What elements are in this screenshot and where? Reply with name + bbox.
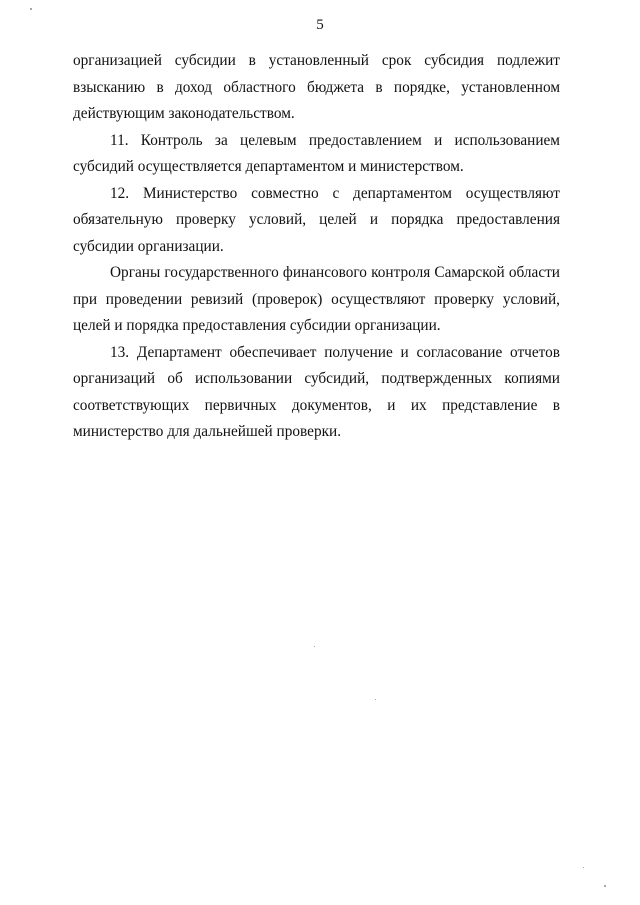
paragraph-financial-control: Органы государственного финансового контроля Самарской области при проведении ревизий (проверок) осуществляют проверку условий, целей и порядка предоставления субсидии организации. [73, 264, 560, 334]
scan-speck [583, 867, 584, 868]
scan-speck [30, 8, 32, 10]
paragraph-clause-12: 12. Министерство совместно с департаментом осуществляют обязательную проверку условий, целей и порядка предоставления субсидии организации. [73, 184, 560, 255]
document-body [73, 48, 560, 446]
page-number: 5 [316, 17, 324, 33]
scan-speck [375, 699, 376, 700]
paragraph-clause-13: 13. Департамент обеспечивает получение и согласование отчетов организаций об использовании субсидий, подтвержденных копиями соответствующих первичных документов, и их представление в министерство для дальнейшей проверки. [73, 343, 560, 440]
paragraph-clause-11: 11. Контроль за целевым предоставлением и использованием субсидий осуществляется департаментом и министерством. [73, 131, 560, 175]
scan-speck [604, 885, 606, 887]
scan-speck [314, 646, 315, 647]
paragraph-continuation: организацией субсидии в установленный срок субсидия подлежит взысканию в доход областного бюджета в порядке, установленном действующим законодательством. [73, 52, 560, 122]
